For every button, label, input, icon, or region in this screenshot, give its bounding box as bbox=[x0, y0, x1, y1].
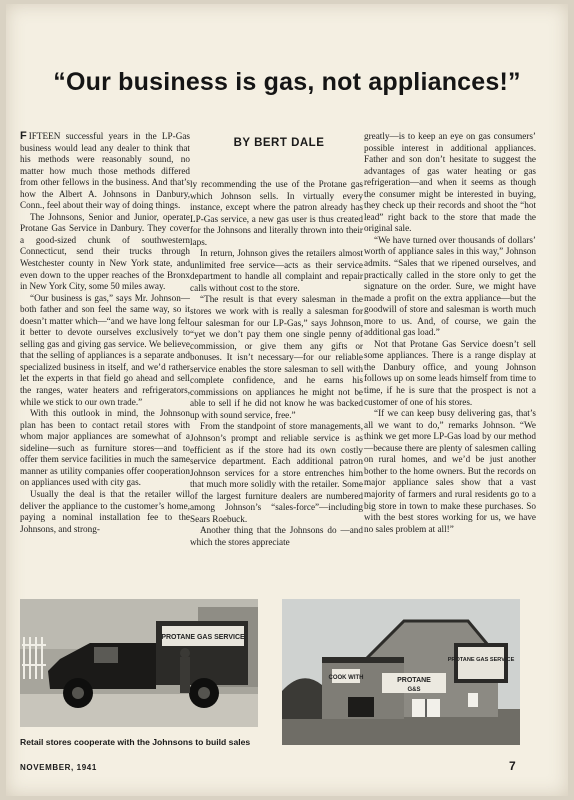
truck-sign-text: PROTANE GAS SERVICE bbox=[161, 634, 245, 641]
paragraph: Another thing that the Johnsons do —and which the stores appreciate bbox=[190, 525, 363, 547]
article-title: “Our business is gas, not appliances!” bbox=[53, 68, 521, 96]
text-column-2 bbox=[190, 179, 363, 549]
building-sign-main: PROTANE GAS SERVICE bbox=[447, 657, 515, 663]
drop-cap: F bbox=[20, 130, 27, 142]
building-sign-center-sub: G&S bbox=[407, 687, 421, 693]
paragraph: “If we can keep busy delivering gas, that’s all we want to do,” remarks Johnson. “We think we get more LP-Gas load by our method—because there are plenty of salesmen calling on rural homes, and we’d be just another bother to the home owners. But the records on major appliance sales show that a vast majority of farmers and rural residents go to a big store in town to make these purchases. So with the best stores working for us, we have no sales problem at all!” bbox=[364, 408, 536, 534]
paragraph: With this outlook in mind, the Johnson plan has been to contact retail stores with whom major appliances are somewhat of a sideline—such as furniture stores—and to offer them service facilities in much the same manner as utility companies offer cooperation on appliances used with city gas. bbox=[20, 408, 190, 488]
paragraph: From the standpoint of store managements, Johnson’s prompt and reliable service is as efficient as if the store had its own costly service department. Each additional patron Johnson services for a store entrenches him that much more solidly with the retailer. Some of the largest furniture dealers are numbered among Johnson’s “sales-force”—including Sears Roebuck. bbox=[190, 421, 363, 524]
paragraph: “The result is that every salesman in the stores we work with is really a salesman for our salesman for our LP-Gas,” says Johnson, “yet we don’t pay them one single penny of commission, or give them any gifts or bonuses. It isn’t necessary—for our reliable service enables the store salesman to sell with complete confidence, and he earns his commissions on appliances he might not be able to sell if he did not know he was backed up with sound service, free.” bbox=[190, 294, 363, 420]
text-column-3 bbox=[364, 131, 536, 535]
paragraph: Usually the deal is that the retailer will deliver the appliance to the customer’s home, paying a nominal installation fee to the Johnsons, and strong- bbox=[20, 488, 190, 534]
photo-caption: Retail stores cooperate with the Johnsons to build sales bbox=[20, 737, 251, 747]
paragraph: ly recommending the use of the Protane gas which Johnson sells. In virtually every instance, except where the patron already has LP-Gas service, a new gas user is thus created for the Johnsons and literally thrown into their laps. bbox=[190, 179, 363, 247]
paragraph: greatly—is to keep an eye on gas consumers’ possible interest in additional appliances. Father and son don’t hesitate to suggest the advantages of gas water heating or gas refrigeration—and when it seems as though the consumer might be interested in buying, they check up their records and shoot the “hot lead” right back to the store that made the original sale. bbox=[364, 131, 536, 234]
paragraph: The Johnsons, Senior and Junior, operate Protane Gas Service in Danbury. They cover a good-sized chunk of southwestern Connecticut, send their trucks through Westchester county in New York state, and even down to the upper reaches of the Bronx in New York City, some 50 miles away. bbox=[20, 211, 190, 292]
paragraph: In return, Johnson gives the retailers almost unlimited free service—acts as their service department to handle all complaint and repair calls without cost to the store. bbox=[190, 248, 363, 293]
paragraph: “Our business is gas,” says Mr. Johnson—both father and son feel the same way, so it doesn’t matter which—“and we have long felt it better to devote ourselves exclusively to selling gas and giving gas service. We believe that the selling of appliances is a separate and specialized business in itself, and we’d rather let the experts in that field go ahead and sell the ranges, water heaters and refrigerators, while we stick to our own trade.” bbox=[20, 292, 190, 407]
issue-date: NOVEMBER, 1941 bbox=[20, 763, 97, 772]
building-illustration bbox=[282, 599, 520, 745]
page-number: 7 bbox=[509, 759, 516, 773]
text-column-1 bbox=[20, 131, 190, 535]
building-sign-center: PROTANE bbox=[397, 677, 431, 684]
byline: BY BERT DALE bbox=[233, 137, 325, 149]
paragraph: F IFTEEN successful years in the LP-Gas business would lead any dealer to think that his methods were reasonably sound, no matter how much those methods differed from other fellows in the business. And that’s how the Albert A. Johnsons in Danbury, Conn., feel about their way of doing things. bbox=[20, 130, 190, 211]
building-sign-left: COOK WITH bbox=[328, 675, 364, 681]
truck-photo bbox=[20, 599, 258, 727]
paragraph: “We have turned over thousands of dollars’ worth of appliance sales in this way,” Johnson admits. “Sales that we ripened ourselves, and practically called in the store only to get the signature on the order. Sure, we might have made a profit on the extra appliance—but the goodwill of store and salesman is worth much more to us. And, of course, we gain the additional gas load.” bbox=[364, 234, 536, 338]
truck-illustration bbox=[20, 599, 258, 727]
store-building-photo bbox=[282, 599, 520, 745]
paragraph: Not that Protane Gas Service doesn’t sell some appliances. There is a range display at the Danbury office, and young Johnson follows up on some leads himself from time to time, if he is sure that the prospect is not a customer of one of his stores. bbox=[364, 338, 536, 407]
